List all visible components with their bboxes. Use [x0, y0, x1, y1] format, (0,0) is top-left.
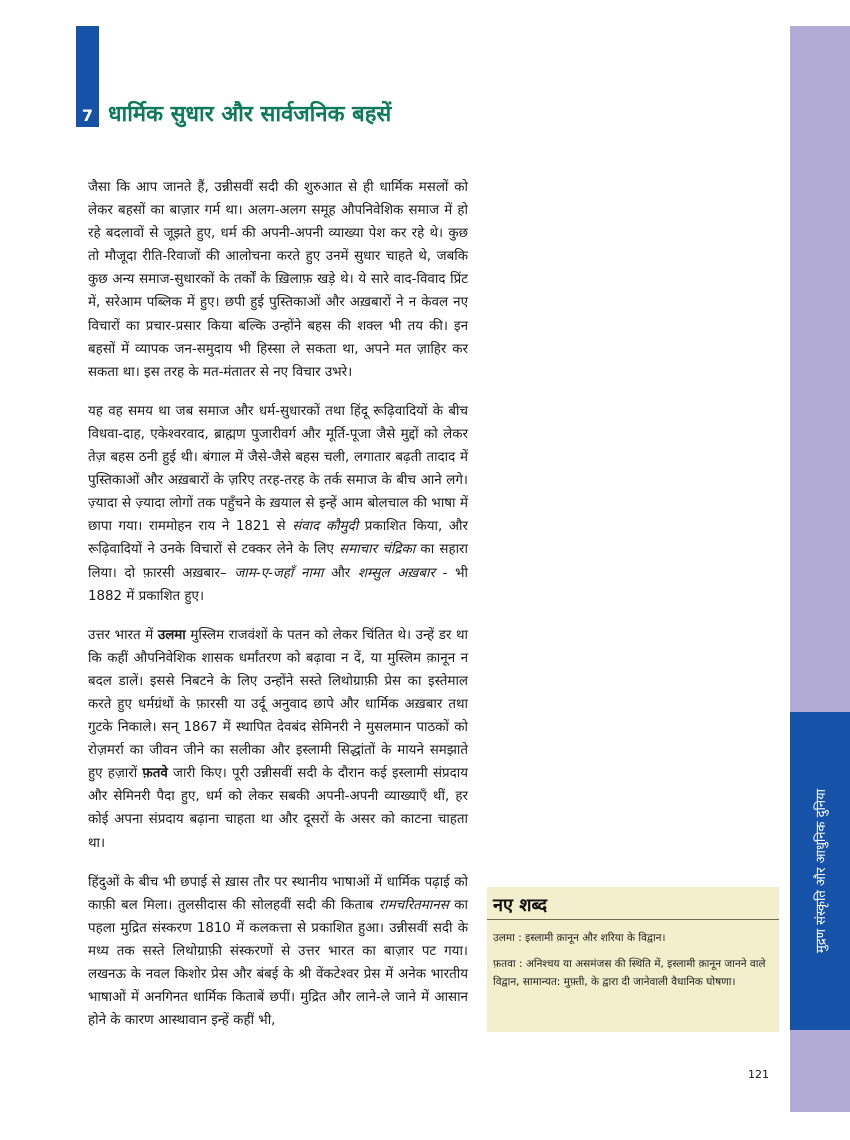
chapter-title: धार्मिक सुधार और सार्वजनिक बहसें: [108, 102, 392, 127]
glossary-entry: उलमा : इस्लामी क़ानून और शरिया के विद्वान।: [493, 932, 666, 944]
newspaper-title: जाम-ए-जहाँ नामा: [234, 565, 324, 581]
paragraph: हिंदुओं के बीच भी छपाई से ख़ास तौर पर स्थानीय भाषाओं में धार्मिक पढ़ाई को काफ़ी बल मिला। तुलसीदास की सोलहवीं सदी की किताब रामचरितमानस का पहला मुद्रित संस्करण 1810 में कलकत्ता से प्रकाशित हुआ। उन्नीसवीं सदी के मध्य तक सस्ते लिथोग्राफ़ी संस्करणों से उत्तर भारत का बाज़ार पट गया। लखनऊ के नवल किशोर प्रेस और बंबई के श्री वेंकटेश्वर प्रेस में अनेक भारतीय भाषाओं में अनगिनत धार्मिक किताबें छपीं। मुद्रित और लाने-ले जाने में आसान होने के कारण आस्थावान इन्हें कहीं भी,: [88, 874, 468, 1029]
glossary-entry: फ़तवा : अनिश्चय या असमंजस की स्थिति में, इस्लामी क़ानून जानने वाले विद्वान, सामान्यत: मुफ़्ती, के द्वारा दी जानेवाली वैधानिक घोषणा।: [493, 958, 766, 988]
book-title: रामचरितमानस: [378, 897, 449, 913]
paragraph: यह वह समय था जब समाज और धर्म-सुधारकों तथा हिंदू रूढ़िवादियों के बीच विधवा-दाह, एकेश्वरवाद, ब्राह्मण पुजारीवर्ग और मूर्ति-पूजा जैसे मुद्दों को लेकर तेज़ बहस ठनी हुई थी। बंगाल में जैसे-जैसे बहस चली, लगातार बढ़ती तादाद में पुस्तिकाओं और अख़बारों के ज़रिए तरह-तरह के तर्क समाज के बीच आने लगे। ज़्यादा से ज़्यादा लोगों तक पहुँचने के ख़याल से इन्हें आम बोलचाल की भाषा में छापा गया। राममोहन राय ने 1821 से संवाद कौमुदी प्रकाशित किया, और रूढ़िवादियों ने उनके विचारों से टक्कर लेने के लिए समाचार चंद्रिका का सहारा लिया। दो फ़ारसी अख़बार– जाम-ए-जहाँ नामा और शम्सुल अख़बार - भी 1882 में प्रकाशित हुए।: [88, 403, 468, 604]
newspaper-title: समाचार चंद्रिका: [339, 542, 416, 558]
side-tab-label: मुद्रण संस्कृति और आधुनिक दुनिया: [814, 788, 830, 954]
side-tab-label-wrap: [790, 712, 850, 1030]
page-number: 121: [748, 1068, 769, 1081]
glossary-box: [487, 887, 779, 1032]
newspaper-title: संवाद कौमुदी: [292, 519, 359, 535]
side-tab-bottom: [790, 1030, 850, 1112]
glossary-term: उलमा: [157, 627, 186, 643]
glossary-entries: [493, 929, 773, 999]
paragraph: जैसा कि आप जानते हैं, उन्नीसवीं सदी की शुरुआत से ही धार्मिक मसलों को लेकर बहसों का बाज़ार गर्म था। अलग-अलग समूह औपनिवेशिक समाज में हो रहे बदलावों से जूझते हुए, धर्म की अपनी-अपनी व्याख्या पेश कर रहे थे। कुछ तो मौजूदा रीति-रिवाजों की आलोचना करते हुए उनमें सुधार चाहते थे, जबकि कुछ अन्य समाज-सुधारकों के तर्कों के ख़िलाफ़ खड़े थे। ये सारे वाद-विवाद प्रिंट में, सरेआम पब्लिक में हुए। छपी हुई पुस्तिकाओं और अख़बारों ने न केवल नए विचारों का प्रचार-प्रसार किया बल्कि उन्होंने बहस की शक्ल भी तय की। इन बहसों में व्यापक जन-समुदाय भी हिस्सा ले सकता था, अपने मत ज़ाहिर कर सकता था। इस तरह के मत-मंतातर से नए विचार उभरे।: [88, 180, 468, 380]
chapter-number: 7: [81, 106, 94, 125]
newspaper-title: शम्सुल अख़बार: [357, 565, 435, 581]
paragraph: उत्तर भारत में उलमा मुस्लिम राजवंशों के पतन को लेकर चिंतित थे। उन्हें डर था कि कहीं औपनिवेशिक शासक धर्मांतरण को बढ़ावा न दें, या मुस्लिम क़ानून न बदल डालें। इससे निबटने के लिए उन्होंने सस्ते लिथोग्राफ़ी प्रेस का इस्तेमाल करते हुए धर्मग्रंथों के फ़ारसी या उर्दू अनुवाद छापे और धार्मिक अख़बार तथा गुटके निकाले। सन् 1867 में स्थापित देवबंद सेमिनरी ने मुसलमान पाठकों को रोज़मर्रा का जीवन जीने का सलीका और इस्लामी सिद्धांतों के मायने समझाते हुए हज़ारों फ़तवे जारी किए। पूरी उन्नीसवीं सदी के दौरान कई इस्लामी संप्रदाय और सेमिनरी पैदा हुए, धर्म को लेकर सबकी अपनी-अपनी व्याख्याएँ थीं, हर कोई अपना संप्रदाय बढ़ाना चाहता था और दूसरों के असर को काटना चाहता था।: [88, 627, 468, 851]
glossary-divider: [487, 919, 779, 920]
glossary-title: नए शब्द: [493, 895, 548, 916]
body-text: [88, 176, 468, 1048]
side-tab-top: [790, 26, 850, 712]
glossary-term: फ़तवे: [142, 766, 168, 782]
